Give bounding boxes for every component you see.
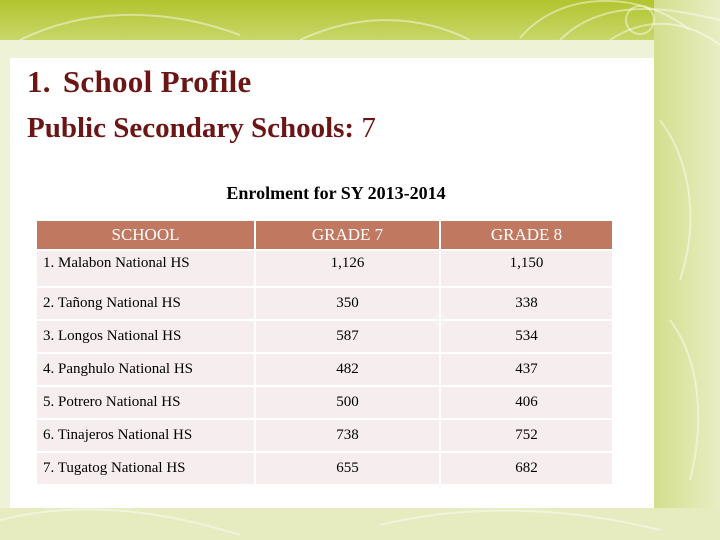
- school-name: 2. Tañong National HS: [37, 287, 255, 320]
- school-name: 1. Malabon National HS: [37, 250, 255, 287]
- grade-7-count: 738: [255, 419, 440, 452]
- grade-8-count: 406: [440, 386, 612, 419]
- grade-8-count: 682: [440, 452, 612, 484]
- grade-7-count: 655: [255, 452, 440, 484]
- table-row: [37, 452, 612, 484]
- heading-number: 1.: [27, 64, 51, 99]
- table-header-row: [37, 221, 612, 250]
- school-name: 5. Potrero National HS: [37, 386, 255, 419]
- header-school: SCHOOL: [37, 221, 255, 250]
- grade-8-count: 338: [440, 287, 612, 320]
- grade-8-count: 1,150: [440, 250, 612, 287]
- grade-8-count: 752: [440, 419, 612, 452]
- page-title: [27, 64, 252, 100]
- school-name: 3. Longos National HS: [37, 320, 255, 353]
- enrolment-table: [37, 221, 612, 484]
- grade-8-count: 534: [440, 320, 612, 353]
- table-caption: Enrolment for SY 2013-2014: [226, 183, 446, 203]
- subheading-label: Public Secondary Schools:: [27, 112, 355, 144]
- grade-8-count: 437: [440, 353, 612, 386]
- school-name: 6. Tinajeros National HS: [37, 419, 255, 452]
- school-count: 7: [361, 112, 376, 144]
- heading-text: School Profile: [62, 64, 252, 99]
- grade-7-count: 587: [255, 320, 440, 353]
- table-row: [37, 419, 612, 452]
- table-row: [37, 250, 612, 287]
- header-grade-7: GRADE 7: [255, 221, 440, 250]
- table-row: [37, 386, 612, 419]
- grade-7-count: 350: [255, 287, 440, 320]
- school-name: 4. Panghulo National HS: [37, 353, 255, 386]
- table-row: [37, 320, 612, 353]
- school-name: 7. Tugatog National HS: [37, 452, 255, 484]
- header-grade-8: GRADE 8: [440, 221, 612, 250]
- subheading: [27, 112, 376, 145]
- grade-7-count: 1,126: [255, 250, 440, 287]
- table-row: [37, 287, 612, 320]
- table-row: [37, 353, 612, 386]
- grade-7-count: 500: [255, 386, 440, 419]
- grade-7-count: 482: [255, 353, 440, 386]
